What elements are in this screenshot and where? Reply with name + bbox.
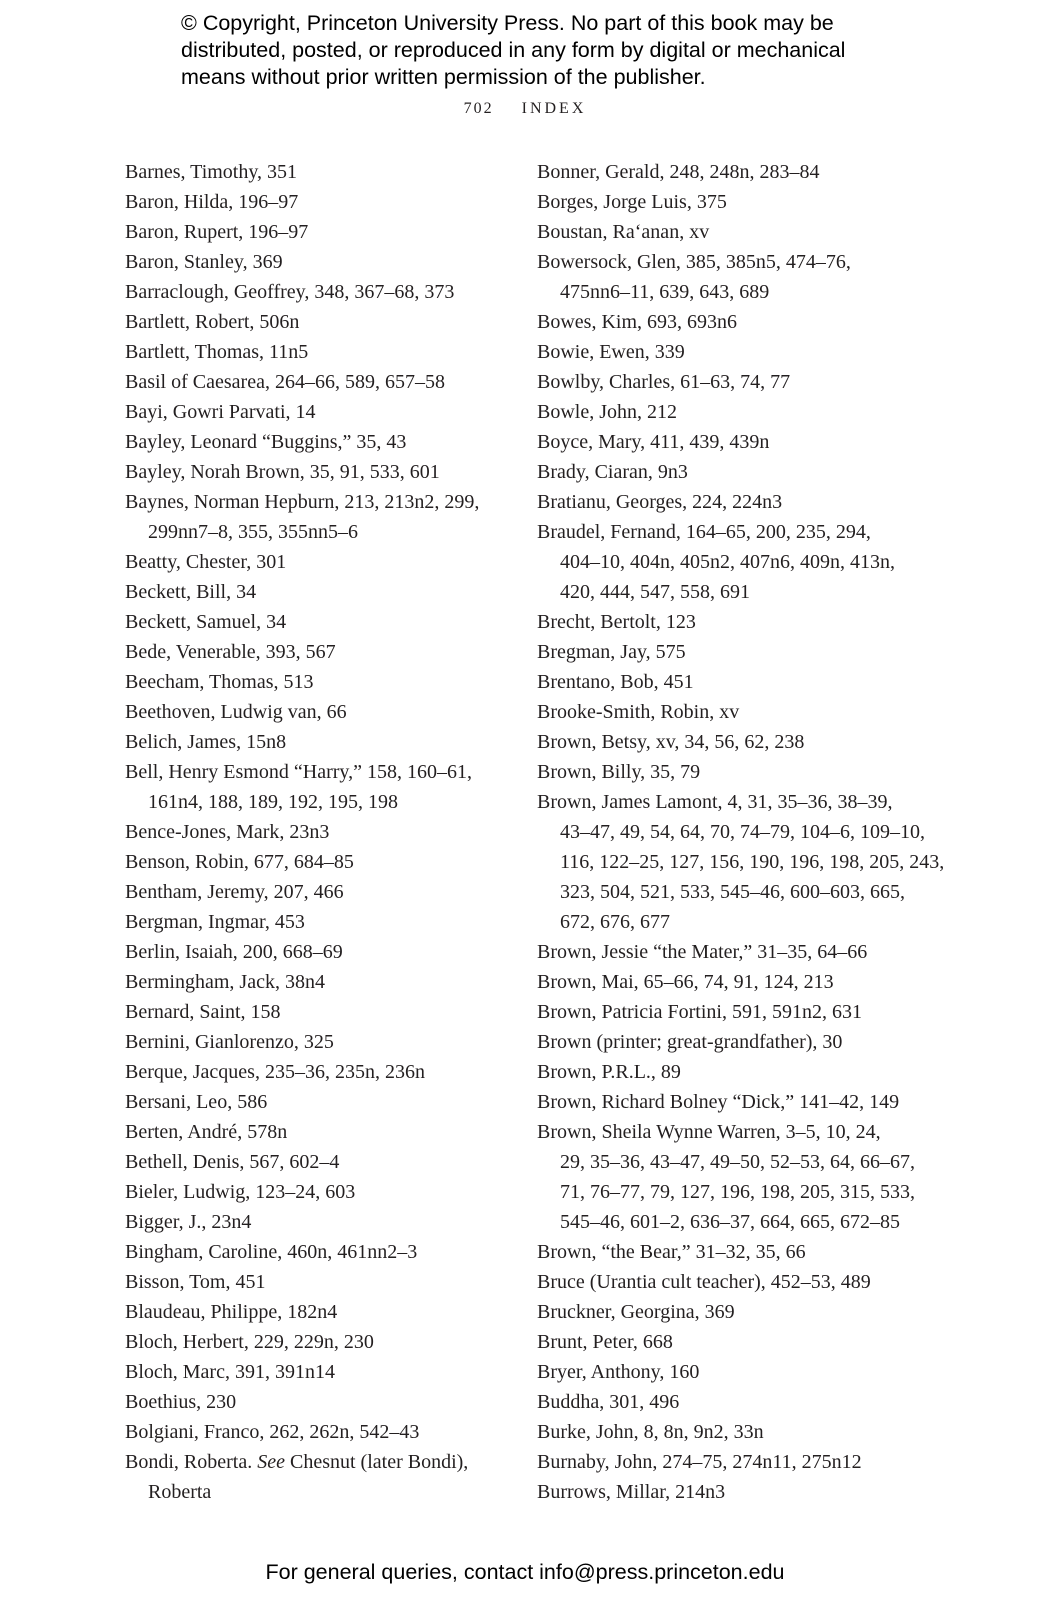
index-entry-line: Belich, James, 15n8 (125, 731, 287, 753)
index-entry-line: Berten, André, 578n (125, 1121, 288, 1143)
index-entry-continuation: 43–47, 49, 54, 64, 70, 74–79, 104–6, 109–10, (560, 821, 925, 843)
index-entry (125, 847, 525, 877)
section-title: INDEX (521, 100, 587, 117)
index-entry-continuation: 672, 676, 677 (560, 911, 670, 933)
index-entry-line: Bede, Venerable, 393, 567 (125, 641, 336, 663)
index-entry-line: Bernini, Gianlorenzo, 325 (125, 1031, 334, 1053)
index-entry-line: Buddha, 301, 496 (537, 1391, 680, 1413)
index-entry (125, 637, 525, 667)
index-entry (537, 937, 937, 967)
index-entry (125, 487, 525, 547)
index-entry-line: Brown, Billy, 35, 79 (537, 761, 701, 783)
index-entry (125, 1417, 525, 1447)
index-entry-line: Burnaby, John, 274–75, 274n11, 275n12 (537, 1451, 862, 1473)
index-entry-line: Bolgiani, Franco, 262, 262n, 542–43 (125, 1421, 420, 1443)
index-entry-line: Brown, Jessie “the Mater,” 31–35, 64–66 (537, 941, 868, 963)
index-entry (537, 397, 937, 427)
index-entry (125, 1447, 525, 1507)
index-entry (537, 1357, 937, 1387)
index-entry (125, 337, 525, 367)
running-head (0, 100, 1050, 118)
index-entry-continuation: 116, 122–25, 127, 156, 190, 196, 198, 205, 243, (560, 851, 945, 873)
index-entry-line: Brown, Patricia Fortini, 591, 591n2, 631 (537, 1001, 862, 1023)
index-entry (537, 1447, 937, 1477)
index-entry-line: Bondi, Roberta. See Chesnut (later Bondi), (125, 1451, 469, 1473)
index-entry-line: Brown, “the Bear,” 31–32, 35, 66 (537, 1241, 806, 1263)
index-entry-line: Basil of Caesarea, 264–66, 589, 657–58 (125, 371, 445, 393)
index-entry-line: Barraclough, Geoffrey, 348, 367–68, 373 (125, 281, 455, 303)
index-entry (125, 967, 525, 997)
index-entry-line: Bowle, John, 212 (537, 401, 677, 423)
index-entry (537, 607, 937, 637)
index-entry (125, 367, 525, 397)
index-entry (537, 1297, 937, 1327)
index-entry (537, 307, 937, 337)
index-entry (537, 1417, 937, 1447)
index-entry (125, 1387, 525, 1417)
index-entry-continuation: Roberta (148, 1481, 212, 1503)
index-entry-continuation: 29, 35–36, 43–47, 49–50, 52–53, 64, 66–67, (560, 1151, 915, 1173)
index-entry-line: Bowes, Kim, 693, 693n6 (537, 311, 737, 333)
index-entry (125, 727, 525, 757)
index-entry-continuation: 475nn6–11, 639, 643, 689 (560, 281, 770, 303)
index-entry-line: Beethoven, Ludwig van, 66 (125, 701, 347, 723)
index-entry-line: Borges, Jorge Luis, 375 (537, 191, 727, 213)
index-entry-line: Bermingham, Jack, 38n4 (125, 971, 325, 993)
index-entry (537, 217, 937, 247)
copyright-line: distributed, posted, or reproduced in any form by digital or mechanical (181, 38, 846, 62)
index-entry (125, 247, 525, 277)
index-entry (537, 1327, 937, 1357)
index-entry (125, 157, 525, 187)
index-entry-line: Bell, Henry Esmond “Harry,” 158, 160–61, (125, 761, 472, 783)
index-entry-line: Berque, Jacques, 235–36, 235n, 236n (125, 1061, 425, 1083)
index-entry (125, 817, 525, 847)
index-entry (125, 427, 525, 457)
index-entry (537, 1057, 937, 1087)
index-entry-continuation: 404–10, 404n, 405n2, 407n6, 409n, 413n, (560, 551, 895, 573)
index-entry-line: Beatty, Chester, 301 (125, 551, 287, 573)
index-entry-line: Brown (printer; great-grandfather), 30 (537, 1031, 843, 1053)
index-entry (125, 667, 525, 697)
index-entry (125, 697, 525, 727)
index-entry-line: Bentham, Jeremy, 207, 466 (125, 881, 344, 903)
index-entry (537, 997, 937, 1027)
index-entry-line: Boustan, Ra‘anan, xv (537, 221, 710, 243)
index-entry-line: Boethius, 230 (125, 1391, 237, 1413)
index-column-right (537, 157, 945, 1507)
index-entry-line: Bingham, Caroline, 460n, 461nn2–3 (125, 1241, 418, 1263)
footer-contact: For general queries, contact info@press.princeton.edu (265, 1560, 785, 1584)
index-entry-line: Boyce, Mary, 411, 439, 439n (537, 431, 770, 453)
index-entry (125, 1297, 525, 1327)
index-entry-line: Bayi, Gowri Parvati, 14 (125, 401, 316, 423)
index-entry (125, 1327, 525, 1357)
index-entry-line: Brecht, Bertolt, 123 (537, 611, 696, 633)
index-column-left (125, 157, 525, 1507)
index-entry-line: Brady, Ciaran, 9n3 (537, 461, 688, 483)
index-entry-line: Bonner, Gerald, 248, 248n, 283–84 (537, 161, 820, 183)
index-entry (537, 637, 937, 667)
index-entry (125, 1237, 525, 1267)
index-entry-line: Burrows, Millar, 214n3 (537, 1481, 726, 1503)
index-entry-line: Bethell, Denis, 567, 602–4 (125, 1151, 340, 1173)
index-entry (537, 1087, 937, 1117)
index-entry-continuation: 299nn7–8, 355, 355nn5–6 (148, 521, 358, 543)
index-entry-line: Berlin, Isaiah, 200, 668–69 (125, 941, 343, 963)
index-entry (125, 907, 525, 937)
index-entry (537, 1477, 937, 1507)
index-entry (537, 517, 937, 607)
index-entry-line: Bloch, Herbert, 229, 229n, 230 (125, 1331, 374, 1353)
index-entry (125, 307, 525, 337)
index-entry (537, 187, 937, 217)
index-entry (537, 787, 945, 937)
index-entry-line: Brooke-Smith, Robin, xv (537, 701, 740, 723)
index-entry-line: Brown, Mai, 65–66, 74, 91, 124, 213 (537, 971, 834, 993)
index-entry (537, 367, 937, 397)
index-entry (537, 1027, 937, 1057)
index-entry-line: Brown, James Lamont, 4, 31, 35–36, 38–39, (537, 791, 893, 813)
index-entry (125, 1357, 525, 1387)
index-entry (537, 337, 937, 367)
index-entry (125, 397, 525, 427)
index-entry (537, 1387, 937, 1417)
page-number: 702 (463, 100, 494, 117)
index-entry-line: Brown, Betsy, xv, 34, 56, 62, 238 (537, 731, 805, 753)
index-entry-line: Brunt, Peter, 668 (537, 1331, 673, 1353)
index-entry (537, 727, 937, 757)
index-entry-line: Bartlett, Thomas, 11n5 (125, 341, 309, 363)
index-entry (125, 187, 525, 217)
index-entry (125, 997, 525, 1027)
index-entry-line: Bergman, Ingmar, 453 (125, 911, 305, 933)
index-entry-continuation: 161n4, 188, 189, 192, 195, 198 (148, 791, 398, 813)
index-entry (537, 1237, 937, 1267)
copyright-line: means without prior written permission of the publisher. (181, 65, 706, 89)
index-entry-continuation: 71, 76–77, 79, 127, 196, 198, 205, 315, 533, (560, 1181, 915, 1203)
index-entry-line: Beckett, Bill, 34 (125, 581, 257, 603)
index-entry-line: Bayley, Leonard “Buggins,” 35, 43 (125, 431, 407, 453)
index-entry-line: Brown, P.R.L., 89 (537, 1061, 681, 1083)
index-entry (125, 1147, 525, 1177)
index-entry-line: Baron, Stanley, 369 (125, 251, 283, 273)
index-entry (537, 487, 937, 517)
index-entry (125, 457, 525, 487)
index-entry-line: Blaudeau, Philippe, 182n4 (125, 1301, 338, 1323)
see-reference: See (257, 1451, 285, 1473)
index-entry (125, 577, 525, 607)
index-entry (125, 277, 525, 307)
index-entry-line: Baron, Rupert, 196–97 (125, 221, 309, 243)
index-entry (125, 1027, 525, 1057)
index-entry-line: Brown, Richard Bolney “Dick,” 141–42, 149 (537, 1091, 900, 1113)
index-entry-continuation: 323, 504, 521, 533, 545–46, 600–603, 665, (560, 881, 905, 903)
index-entry-line: Bence-Jones, Mark, 23n3 (125, 821, 330, 843)
index-entry-line: Bayley, Norah Brown, 35, 91, 533, 601 (125, 461, 440, 483)
index-entry-line: Burke, John, 8, 8n, 9n2, 33n (537, 1421, 764, 1443)
index-entry-line: Bowersock, Glen, 385, 385n5, 474–76, (537, 251, 851, 273)
index-entry-line: Braudel, Fernand, 164–65, 200, 235, 294, (537, 521, 871, 543)
index-entry-line: Bersani, Leo, 586 (125, 1091, 268, 1113)
index-entry-line: Bloch, Marc, 391, 391n14 (125, 1361, 335, 1383)
index-entry-line: Beecham, Thomas, 513 (125, 671, 314, 693)
index-entry-line: Baron, Hilda, 196–97 (125, 191, 299, 213)
copyright-line: © Copyright, Princeton University Press. No part of this book may be (181, 11, 834, 35)
index-entry (537, 157, 937, 187)
index-entry-line: Bratianu, Georges, 224, 224n3 (537, 491, 783, 513)
index-entry (125, 1267, 525, 1297)
index-entry-line: Bowie, Ewen, 339 (537, 341, 685, 363)
index-entry-line: Bisson, Tom, 451 (125, 1271, 266, 1293)
index-entry (537, 457, 937, 487)
index-entry-line: Bartlett, Robert, 506n (125, 311, 300, 333)
index-entry (537, 1267, 937, 1297)
index-entry (537, 427, 937, 457)
index-entry-line: Bregman, Jay, 575 (537, 641, 686, 663)
index-entry-line: Baynes, Norman Hepburn, 213, 213n2, 299, (125, 491, 480, 513)
index-entry (537, 1117, 937, 1237)
index-entry-line: Bruce (Urantia cult teacher), 452–53, 489 (537, 1271, 871, 1293)
index-entry (125, 937, 525, 967)
index-entry-line: Benson, Robin, 677, 684–85 (125, 851, 354, 873)
index-entry-line: Bowlby, Charles, 61–63, 74, 77 (537, 371, 791, 393)
index-entry-line: Bruckner, Georgina, 369 (537, 1301, 735, 1323)
index-entry (125, 1177, 525, 1207)
index-entry (125, 877, 525, 907)
index-entry (125, 607, 525, 637)
index-entry (125, 1087, 525, 1117)
index-entry (537, 757, 937, 787)
copyright-notice (181, 10, 901, 91)
index-entry-continuation: 420, 444, 547, 558, 691 (560, 581, 750, 603)
index-entry (125, 1117, 525, 1147)
index-entry-continuation: 545–46, 601–2, 636–37, 664, 665, 672–85 (560, 1211, 900, 1233)
index-entry (125, 217, 525, 247)
index-entry (537, 967, 937, 997)
index-entry-line: Beckett, Samuel, 34 (125, 611, 287, 633)
index-entry-line: Bigger, J., 23n4 (125, 1211, 252, 1233)
index-entry (537, 697, 937, 727)
index-entry-line: Bernard, Saint, 158 (125, 1001, 281, 1023)
index-entry (125, 1207, 525, 1237)
index-entry-line: Brentano, Bob, 451 (537, 671, 694, 693)
index-entry (537, 667, 937, 697)
index-entry (537, 247, 937, 307)
index-entry-line: Barnes, Timothy, 351 (125, 161, 298, 183)
index-entry-line: Bryer, Anthony, 160 (537, 1361, 700, 1383)
index-entry (125, 547, 525, 577)
index-entry (125, 1057, 525, 1087)
index-entry-line: Brown, Sheila Wynne Warren, 3–5, 10, 24, (537, 1121, 881, 1143)
index-entry (125, 757, 525, 817)
index-entry-line: Bieler, Ludwig, 123–24, 603 (125, 1181, 356, 1203)
